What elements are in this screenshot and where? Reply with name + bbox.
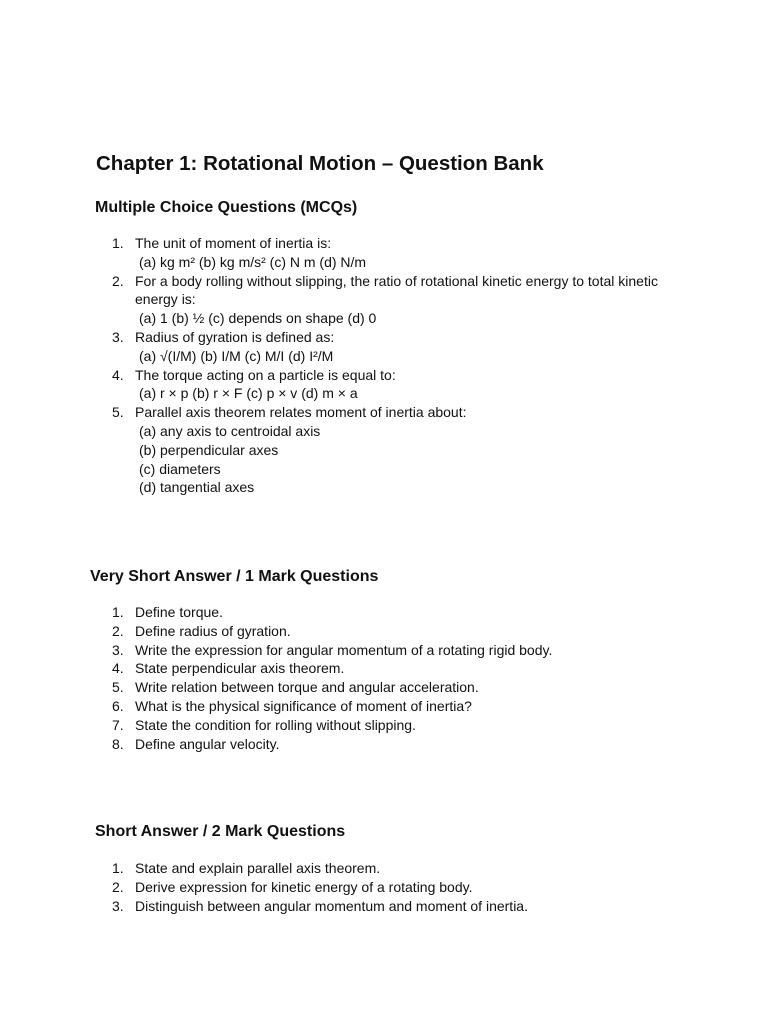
question-number: 2. bbox=[112, 878, 124, 895]
question-item bbox=[0, 716, 700, 735]
section-heading-very-short-answer: Very Short Answer / 1 Mark Questions bbox=[90, 568, 379, 585]
question-item bbox=[0, 622, 700, 641]
question-text: Write the expression for angular momentum of a rotating rigid body. bbox=[135, 641, 553, 658]
question-item bbox=[0, 897, 700, 916]
section-heading-short-answer: Short Answer / 2 Mark Questions bbox=[95, 823, 346, 840]
question-text: Define angular velocity. bbox=[135, 735, 280, 752]
question-item bbox=[0, 641, 700, 660]
question-text: For a body rolling without slipping, the ratio of rotational kinetic energy to total kinetic energy is: bbox=[135, 272, 658, 308]
question-number: 5. bbox=[112, 679, 124, 696]
question-item bbox=[0, 234, 700, 272]
question-text: Parallel axis theorem relates moment of inertia about: bbox=[135, 404, 467, 421]
answer-options: (a) √(I/M) (b) I/M (c) M/I (d) I²/M bbox=[139, 347, 334, 364]
question-number: 3. bbox=[112, 328, 124, 345]
mcq-question-list bbox=[0, 234, 700, 497]
question-text: Radius of gyration is defined as: bbox=[135, 328, 335, 345]
question-number: 1. bbox=[112, 860, 124, 876]
question-item bbox=[0, 366, 700, 404]
question-item bbox=[0, 878, 700, 897]
question-item bbox=[0, 697, 700, 716]
question-text: Define radius of gyration. bbox=[135, 622, 291, 639]
answer-options: (c) diameters bbox=[139, 460, 221, 477]
question-item bbox=[0, 328, 700, 366]
question-item bbox=[0, 659, 700, 678]
question-text: The torque acting on a particle is equal to: bbox=[135, 366, 396, 383]
question-number: 8. bbox=[112, 735, 124, 752]
question-item bbox=[0, 678, 700, 697]
question-number: 2. bbox=[112, 272, 124, 289]
question-item bbox=[0, 859, 700, 878]
document-title: Chapter 1: Rotational Motion – Question Bank bbox=[96, 152, 544, 175]
short-answer-question-list bbox=[0, 859, 700, 915]
answer-options: (a) r × p (b) r × F (c) p × v (d) m × a bbox=[139, 385, 358, 402]
question-number: 3. bbox=[112, 641, 124, 658]
answer-options: (d) tangential axes bbox=[139, 479, 255, 496]
question-number: 6. bbox=[112, 697, 124, 714]
question-number: 4. bbox=[112, 366, 124, 383]
question-number: 3. bbox=[112, 897, 124, 914]
question-number: 1. bbox=[112, 604, 124, 620]
question-text: State and explain parallel axis theorem. bbox=[135, 860, 381, 876]
question-text: Derive expression for kinetic energy of a rotating body. bbox=[135, 878, 473, 895]
question-text: State the condition for rolling without slipping. bbox=[135, 716, 416, 733]
question-number: 5. bbox=[112, 404, 124, 421]
section-heading-mcq: Multiple Choice Questions (MCQs) bbox=[95, 199, 358, 216]
very-short-answer-question-list bbox=[0, 603, 700, 753]
question-item bbox=[0, 735, 700, 754]
answer-options: (a) 1 (b) ½ (c) depends on shape (d) 0 bbox=[139, 310, 377, 327]
question-number: 4. bbox=[112, 660, 124, 677]
question-item bbox=[0, 403, 700, 497]
answer-options: (a) any axis to centroidal axis bbox=[139, 422, 321, 439]
question-text: State perpendicular axis theorem. bbox=[135, 660, 345, 677]
question-number: 2. bbox=[112, 622, 124, 639]
question-text: What is the physical significance of moment of inertia? bbox=[135, 697, 472, 714]
question-item bbox=[0, 272, 700, 328]
question-text: Define torque. bbox=[135, 604, 223, 620]
answer-options: (b) perpendicular axes bbox=[139, 441, 279, 458]
question-number: 7. bbox=[112, 716, 124, 733]
question-text: The unit of moment of inertia is: bbox=[135, 235, 332, 251]
question-text: Write relation between torque and angular acceleration. bbox=[135, 679, 479, 696]
answer-options: (a) kg m² (b) kg m/s² (c) N m (d) N/m bbox=[139, 253, 367, 270]
question-text: Distinguish between angular momentum and moment of inertia. bbox=[135, 897, 528, 914]
question-number: 1. bbox=[112, 235, 124, 251]
question-item bbox=[0, 603, 700, 622]
